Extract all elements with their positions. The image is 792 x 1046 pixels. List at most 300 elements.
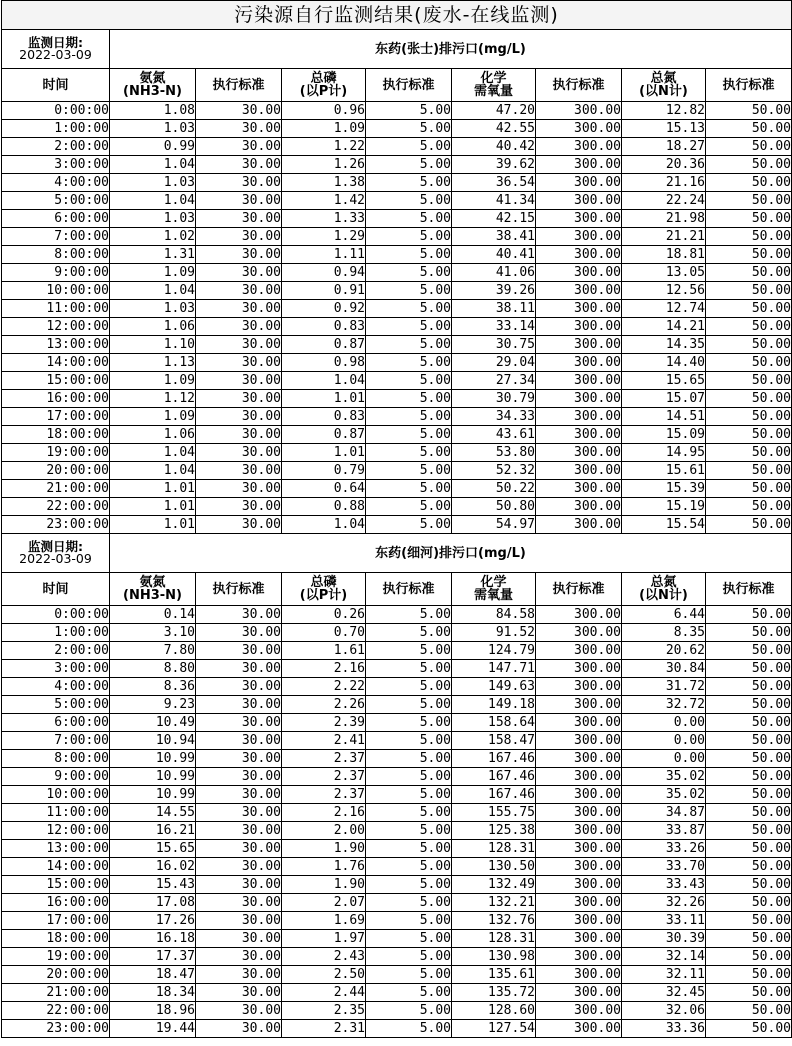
header-ammonia-line1: 氨氮 bbox=[139, 575, 166, 590]
time-cell: 7:00:00 bbox=[2, 228, 110, 246]
monitoring-date-label: 监测日期: bbox=[28, 538, 83, 554]
tn-standard: 50.00 bbox=[706, 426, 792, 444]
column-header-tp-standard bbox=[366, 69, 452, 102]
tp-standard: 5.00 bbox=[366, 642, 452, 660]
header-cod-line1: 化学 bbox=[480, 71, 507, 86]
total-nitrogen-value: 22.24 bbox=[622, 192, 706, 210]
cod-value: 125.38 bbox=[452, 822, 536, 840]
total-nitrogen-value: 20.62 bbox=[622, 642, 706, 660]
ammonia-value: 1.04 bbox=[110, 192, 196, 210]
cod-value: 34.33 bbox=[452, 408, 536, 426]
ammonia-value: 17.37 bbox=[110, 948, 196, 966]
cod-standard: 300.00 bbox=[536, 930, 622, 948]
ammonia-value: 3.10 bbox=[110, 624, 196, 642]
tp-standard: 5.00 bbox=[366, 858, 452, 876]
ammonia-standard: 30.00 bbox=[196, 390, 282, 408]
cod-value: 124.79 bbox=[452, 642, 536, 660]
ammonia-standard: 30.00 bbox=[196, 912, 282, 930]
table-row bbox=[2, 102, 792, 120]
total-phosphorus-value: 0.91 bbox=[282, 282, 366, 300]
header-cod-line2: 需氧量 bbox=[473, 588, 513, 603]
tp-standard: 5.00 bbox=[366, 444, 452, 462]
cod-value: 54.97 bbox=[452, 516, 536, 534]
tn-standard: 50.00 bbox=[706, 372, 792, 390]
ammonia-standard: 30.00 bbox=[196, 876, 282, 894]
time-cell: 2:00:00 bbox=[2, 138, 110, 156]
total-phosphorus-value: 1.04 bbox=[282, 372, 366, 390]
tn-standard: 50.00 bbox=[706, 930, 792, 948]
ammonia-standard: 30.00 bbox=[196, 480, 282, 498]
cod-value: 42.15 bbox=[452, 210, 536, 228]
total-phosphorus-value: 2.31 bbox=[282, 1020, 366, 1038]
ammonia-value: 15.65 bbox=[110, 840, 196, 858]
cod-standard: 300.00 bbox=[536, 372, 622, 390]
total-nitrogen-value: 8.35 bbox=[622, 624, 706, 642]
header-cod-line1: 化学 bbox=[480, 575, 507, 590]
cod-value: 50.22 bbox=[452, 480, 536, 498]
total-nitrogen-value: 12.82 bbox=[622, 102, 706, 120]
header-tp-line2: (以P计) bbox=[299, 84, 348, 99]
total-phosphorus-value: 1.76 bbox=[282, 858, 366, 876]
table-row bbox=[2, 750, 792, 768]
total-nitrogen-value: 32.11 bbox=[622, 966, 706, 984]
column-header-total-nitrogen bbox=[622, 69, 706, 102]
ammonia-value: 18.47 bbox=[110, 966, 196, 984]
header-tp-line1: 总磷 bbox=[310, 71, 337, 86]
cod-value: 149.63 bbox=[452, 678, 536, 696]
cod-value: 130.98 bbox=[452, 948, 536, 966]
column-header-ammonia bbox=[110, 69, 196, 102]
ammonia-value: 8.36 bbox=[110, 678, 196, 696]
table-row bbox=[2, 1020, 792, 1038]
tp-standard: 5.00 bbox=[366, 660, 452, 678]
total-phosphorus-value: 0.64 bbox=[282, 480, 366, 498]
tp-standard: 5.00 bbox=[366, 156, 452, 174]
cod-value: 36.54 bbox=[452, 174, 536, 192]
tp-standard: 5.00 bbox=[366, 624, 452, 642]
tn-standard: 50.00 bbox=[706, 210, 792, 228]
total-phosphorus-value: 1.04 bbox=[282, 516, 366, 534]
tp-standard: 5.00 bbox=[366, 714, 452, 732]
ammonia-standard: 30.00 bbox=[196, 732, 282, 750]
outlet-name: 东药(细河)排污口(mg/L) bbox=[110, 534, 792, 573]
cod-standard: 300.00 bbox=[536, 786, 622, 804]
table-row bbox=[2, 156, 792, 174]
tn-standard: 50.00 bbox=[706, 228, 792, 246]
tn-standard: 50.00 bbox=[706, 966, 792, 984]
total-phosphorus-value: 2.39 bbox=[282, 714, 366, 732]
ammonia-standard: 30.00 bbox=[196, 372, 282, 390]
tn-standard: 50.00 bbox=[706, 948, 792, 966]
total-phosphorus-value: 1.42 bbox=[282, 192, 366, 210]
tp-standard: 5.00 bbox=[366, 354, 452, 372]
total-phosphorus-value: 1.01 bbox=[282, 444, 366, 462]
ammonia-standard: 30.00 bbox=[196, 624, 282, 642]
ammonia-value: 1.04 bbox=[110, 444, 196, 462]
time-cell: 23:00:00 bbox=[2, 1020, 110, 1038]
time-cell: 17:00:00 bbox=[2, 912, 110, 930]
ammonia-value: 0.14 bbox=[110, 606, 196, 624]
tn-standard: 50.00 bbox=[706, 300, 792, 318]
cod-standard: 300.00 bbox=[536, 138, 622, 156]
column-header-cod-standard bbox=[536, 573, 622, 606]
ammonia-value: 17.26 bbox=[110, 912, 196, 930]
cod-standard: 300.00 bbox=[536, 858, 622, 876]
tn-standard: 50.00 bbox=[706, 624, 792, 642]
column-header-cod bbox=[452, 69, 536, 102]
monitoring-date-value: 2022-03-09 bbox=[19, 551, 92, 566]
time-cell: 22:00:00 bbox=[2, 1002, 110, 1020]
column-header-tp-standard bbox=[366, 573, 452, 606]
tn-standard: 50.00 bbox=[706, 678, 792, 696]
ammonia-value: 18.96 bbox=[110, 1002, 196, 1020]
tn-standard: 50.00 bbox=[706, 246, 792, 264]
total-nitrogen-value: 32.26 bbox=[622, 894, 706, 912]
ammonia-standard: 30.00 bbox=[196, 696, 282, 714]
header-time-label: 时间 bbox=[42, 581, 69, 597]
ammonia-standard: 30.00 bbox=[196, 318, 282, 336]
cod-standard: 300.00 bbox=[536, 606, 622, 624]
cod-standard: 300.00 bbox=[536, 894, 622, 912]
table-row bbox=[2, 426, 792, 444]
table-row bbox=[2, 930, 792, 948]
tn-standard: 50.00 bbox=[706, 462, 792, 480]
cod-value: 155.75 bbox=[452, 804, 536, 822]
total-nitrogen-value: 13.05 bbox=[622, 264, 706, 282]
total-nitrogen-value: 32.45 bbox=[622, 984, 706, 1002]
total-nitrogen-value: 18.81 bbox=[622, 246, 706, 264]
tn-standard: 50.00 bbox=[706, 696, 792, 714]
total-phosphorus-value: 2.16 bbox=[282, 804, 366, 822]
table-row bbox=[2, 480, 792, 498]
cod-value: 40.41 bbox=[452, 246, 536, 264]
tp-standard: 5.00 bbox=[366, 876, 452, 894]
cod-value: 132.49 bbox=[452, 876, 536, 894]
tp-standard: 5.00 bbox=[366, 768, 452, 786]
table-row bbox=[2, 642, 792, 660]
tn-standard: 50.00 bbox=[706, 1002, 792, 1020]
cod-standard: 300.00 bbox=[536, 426, 622, 444]
ammonia-standard: 30.00 bbox=[196, 462, 282, 480]
column-header-total-nitrogen bbox=[622, 573, 706, 606]
cod-standard: 300.00 bbox=[536, 408, 622, 426]
total-nitrogen-value: 15.13 bbox=[622, 120, 706, 138]
total-phosphorus-value: 1.33 bbox=[282, 210, 366, 228]
tp-standard: 5.00 bbox=[366, 984, 452, 1002]
table-row bbox=[2, 696, 792, 714]
cod-standard: 300.00 bbox=[536, 120, 622, 138]
cod-value: 167.46 bbox=[452, 750, 536, 768]
total-phosphorus-value: 2.43 bbox=[282, 948, 366, 966]
column-header-ammonia-standard bbox=[196, 573, 282, 606]
tp-standard: 5.00 bbox=[366, 840, 452, 858]
tn-standard: 50.00 bbox=[706, 786, 792, 804]
cod-standard: 300.00 bbox=[536, 642, 622, 660]
time-cell: 23:00:00 bbox=[2, 516, 110, 534]
cod-standard: 300.00 bbox=[536, 210, 622, 228]
table-row bbox=[2, 606, 792, 624]
cod-value: 42.55 bbox=[452, 120, 536, 138]
total-phosphorus-value: 0.83 bbox=[282, 408, 366, 426]
tp-standard: 5.00 bbox=[366, 426, 452, 444]
cod-value: 43.61 bbox=[452, 426, 536, 444]
column-header-time bbox=[2, 69, 110, 102]
time-cell: 8:00:00 bbox=[2, 750, 110, 768]
ammonia-standard: 30.00 bbox=[196, 264, 282, 282]
tn-standard: 50.00 bbox=[706, 156, 792, 174]
cod-standard: 300.00 bbox=[536, 336, 622, 354]
total-nitrogen-value: 6.44 bbox=[622, 606, 706, 624]
header-standard-label: 执行标准 bbox=[722, 77, 775, 93]
total-phosphorus-value: 0.94 bbox=[282, 264, 366, 282]
tn-standard: 50.00 bbox=[706, 840, 792, 858]
time-cell: 11:00:00 bbox=[2, 300, 110, 318]
time-cell: 20:00:00 bbox=[2, 966, 110, 984]
total-nitrogen-value: 15.61 bbox=[622, 462, 706, 480]
table-row bbox=[2, 300, 792, 318]
ammonia-value: 19.44 bbox=[110, 1020, 196, 1038]
cod-standard: 300.00 bbox=[536, 984, 622, 1002]
ammonia-standard: 30.00 bbox=[196, 750, 282, 768]
cod-standard: 300.00 bbox=[536, 192, 622, 210]
table-row bbox=[2, 516, 792, 534]
time-cell: 14:00:00 bbox=[2, 858, 110, 876]
tn-standard: 50.00 bbox=[706, 480, 792, 498]
table-row bbox=[2, 966, 792, 984]
cod-value: 128.31 bbox=[452, 930, 536, 948]
header-standard-label: 执行标准 bbox=[382, 581, 435, 597]
table-row bbox=[2, 858, 792, 876]
tn-standard: 50.00 bbox=[706, 498, 792, 516]
time-cell: 1:00:00 bbox=[2, 624, 110, 642]
table-row bbox=[2, 138, 792, 156]
cod-value: 91.52 bbox=[452, 624, 536, 642]
table-row bbox=[2, 768, 792, 786]
cod-standard: 300.00 bbox=[536, 948, 622, 966]
monitoring-date-value: 2022-03-09 bbox=[19, 47, 92, 62]
total-nitrogen-value: 33.43 bbox=[622, 876, 706, 894]
tn-standard: 50.00 bbox=[706, 354, 792, 372]
cod-standard: 300.00 bbox=[536, 498, 622, 516]
tn-standard: 50.00 bbox=[706, 660, 792, 678]
total-phosphorus-value: 1.26 bbox=[282, 156, 366, 174]
ammonia-standard: 30.00 bbox=[196, 822, 282, 840]
tn-standard: 50.00 bbox=[706, 714, 792, 732]
time-cell: 5:00:00 bbox=[2, 696, 110, 714]
total-nitrogen-value: 15.65 bbox=[622, 372, 706, 390]
tp-standard: 5.00 bbox=[366, 300, 452, 318]
cod-value: 52.32 bbox=[452, 462, 536, 480]
header-ammonia-line1: 氨氮 bbox=[139, 71, 166, 86]
ammonia-value: 16.18 bbox=[110, 930, 196, 948]
ammonia-value: 1.01 bbox=[110, 480, 196, 498]
tn-standard: 50.00 bbox=[706, 516, 792, 534]
ammonia-value: 7.80 bbox=[110, 642, 196, 660]
time-cell: 0:00:00 bbox=[2, 606, 110, 624]
tp-standard: 5.00 bbox=[366, 210, 452, 228]
total-nitrogen-value: 15.19 bbox=[622, 498, 706, 516]
time-cell: 19:00:00 bbox=[2, 444, 110, 462]
header-tn-line2: (以N计) bbox=[639, 588, 688, 603]
tn-standard: 50.00 bbox=[706, 444, 792, 462]
tp-standard: 5.00 bbox=[366, 678, 452, 696]
ammonia-standard: 30.00 bbox=[196, 894, 282, 912]
time-cell: 22:00:00 bbox=[2, 498, 110, 516]
cod-value: 39.26 bbox=[452, 282, 536, 300]
total-phosphorus-value: 0.83 bbox=[282, 318, 366, 336]
cod-value: 128.31 bbox=[452, 840, 536, 858]
cod-value: 29.04 bbox=[452, 354, 536, 372]
ammonia-value: 16.21 bbox=[110, 822, 196, 840]
ammonia-value: 1.12 bbox=[110, 390, 196, 408]
ammonia-standard: 30.00 bbox=[196, 156, 282, 174]
table-row bbox=[2, 732, 792, 750]
time-cell: 10:00:00 bbox=[2, 282, 110, 300]
header-tn-line1: 总氮 bbox=[650, 575, 677, 590]
cod-standard: 300.00 bbox=[536, 660, 622, 678]
tp-standard: 5.00 bbox=[366, 930, 452, 948]
ammonia-value: 1.09 bbox=[110, 372, 196, 390]
tp-standard: 5.00 bbox=[366, 246, 452, 264]
ammonia-standard: 30.00 bbox=[196, 804, 282, 822]
column-header-cod-standard bbox=[536, 69, 622, 102]
table-row bbox=[2, 192, 792, 210]
ammonia-value: 1.04 bbox=[110, 282, 196, 300]
table-row bbox=[2, 678, 792, 696]
tp-standard: 5.00 bbox=[366, 948, 452, 966]
column-header-cod bbox=[452, 573, 536, 606]
tn-standard: 50.00 bbox=[706, 606, 792, 624]
total-phosphorus-value: 0.92 bbox=[282, 300, 366, 318]
ammonia-value: 1.03 bbox=[110, 174, 196, 192]
tp-standard: 5.00 bbox=[366, 498, 452, 516]
ammonia-value: 17.08 bbox=[110, 894, 196, 912]
cod-value: 135.72 bbox=[452, 984, 536, 1002]
ammonia-standard: 30.00 bbox=[196, 228, 282, 246]
time-cell: 4:00:00 bbox=[2, 174, 110, 192]
time-cell: 4:00:00 bbox=[2, 678, 110, 696]
tp-standard: 5.00 bbox=[366, 264, 452, 282]
tp-standard: 5.00 bbox=[366, 102, 452, 120]
ammonia-value: 9.23 bbox=[110, 696, 196, 714]
table-row bbox=[2, 246, 792, 264]
header-ammonia-line2: (NH3-N) bbox=[123, 84, 182, 99]
tp-standard: 5.00 bbox=[366, 408, 452, 426]
ammonia-standard: 30.00 bbox=[196, 120, 282, 138]
time-cell: 9:00:00 bbox=[2, 264, 110, 282]
cod-value: 30.79 bbox=[452, 390, 536, 408]
total-nitrogen-value: 32.06 bbox=[622, 1002, 706, 1020]
total-nitrogen-value: 15.09 bbox=[622, 426, 706, 444]
cod-standard: 300.00 bbox=[536, 822, 622, 840]
time-cell: 18:00:00 bbox=[2, 930, 110, 948]
total-nitrogen-value: 32.14 bbox=[622, 948, 706, 966]
ammonia-value: 1.08 bbox=[110, 102, 196, 120]
ammonia-standard: 30.00 bbox=[196, 174, 282, 192]
time-cell: 16:00:00 bbox=[2, 390, 110, 408]
ammonia-standard: 30.00 bbox=[196, 426, 282, 444]
total-phosphorus-value: 2.37 bbox=[282, 768, 366, 786]
total-phosphorus-value: 2.26 bbox=[282, 696, 366, 714]
total-nitrogen-value: 0.00 bbox=[622, 714, 706, 732]
total-nitrogen-value: 33.87 bbox=[622, 822, 706, 840]
ammonia-standard: 30.00 bbox=[196, 714, 282, 732]
total-nitrogen-value: 14.35 bbox=[622, 336, 706, 354]
ammonia-standard: 30.00 bbox=[196, 444, 282, 462]
table-row bbox=[2, 354, 792, 372]
cod-standard: 300.00 bbox=[536, 156, 622, 174]
ammonia-value: 8.80 bbox=[110, 660, 196, 678]
cod-standard: 300.00 bbox=[536, 966, 622, 984]
table-row bbox=[2, 786, 792, 804]
tn-standard: 50.00 bbox=[706, 390, 792, 408]
cod-value: 47.20 bbox=[452, 102, 536, 120]
total-nitrogen-value: 32.72 bbox=[622, 696, 706, 714]
total-phosphorus-value: 0.87 bbox=[282, 336, 366, 354]
monitoring-date-cell bbox=[2, 534, 110, 573]
time-cell: 10:00:00 bbox=[2, 786, 110, 804]
ammonia-standard: 30.00 bbox=[196, 282, 282, 300]
tn-standard: 50.00 bbox=[706, 120, 792, 138]
total-nitrogen-value: 12.74 bbox=[622, 300, 706, 318]
tn-standard: 50.00 bbox=[706, 894, 792, 912]
table-row bbox=[2, 714, 792, 732]
cod-standard: 300.00 bbox=[536, 876, 622, 894]
ammonia-standard: 30.00 bbox=[196, 1002, 282, 1020]
cod-value: 128.60 bbox=[452, 1002, 536, 1020]
header-standard-label: 执行标准 bbox=[382, 77, 435, 93]
total-phosphorus-value: 2.00 bbox=[282, 822, 366, 840]
tn-standard: 50.00 bbox=[706, 876, 792, 894]
ammonia-standard: 30.00 bbox=[196, 966, 282, 984]
ammonia-standard: 30.00 bbox=[196, 930, 282, 948]
cod-value: 33.14 bbox=[452, 318, 536, 336]
cod-value: 41.06 bbox=[452, 264, 536, 282]
table-row bbox=[2, 408, 792, 426]
total-phosphorus-value: 0.26 bbox=[282, 606, 366, 624]
table-row bbox=[2, 210, 792, 228]
cod-standard: 300.00 bbox=[536, 768, 622, 786]
cod-standard: 300.00 bbox=[536, 1020, 622, 1038]
total-nitrogen-value: 35.02 bbox=[622, 768, 706, 786]
tn-standard: 50.00 bbox=[706, 264, 792, 282]
tp-standard: 5.00 bbox=[366, 282, 452, 300]
total-nitrogen-value: 30.39 bbox=[622, 930, 706, 948]
time-cell: 16:00:00 bbox=[2, 894, 110, 912]
cod-value: 130.50 bbox=[452, 858, 536, 876]
ammonia-value: 1.03 bbox=[110, 300, 196, 318]
cod-standard: 300.00 bbox=[536, 714, 622, 732]
cod-standard: 300.00 bbox=[536, 282, 622, 300]
cod-standard: 300.00 bbox=[536, 390, 622, 408]
total-phosphorus-value: 0.70 bbox=[282, 624, 366, 642]
ammonia-standard: 30.00 bbox=[196, 786, 282, 804]
tp-standard: 5.00 bbox=[366, 696, 452, 714]
cod-standard: 300.00 bbox=[536, 300, 622, 318]
cod-value: 41.34 bbox=[452, 192, 536, 210]
ammonia-value: 1.01 bbox=[110, 516, 196, 534]
total-nitrogen-value: 34.87 bbox=[622, 804, 706, 822]
tn-standard: 50.00 bbox=[706, 804, 792, 822]
tp-standard: 5.00 bbox=[366, 390, 452, 408]
time-cell: 21:00:00 bbox=[2, 984, 110, 1002]
ammonia-value: 1.06 bbox=[110, 426, 196, 444]
ammonia-standard: 30.00 bbox=[196, 948, 282, 966]
total-nitrogen-value: 0.00 bbox=[622, 732, 706, 750]
total-phosphorus-value: 1.69 bbox=[282, 912, 366, 930]
header-standard-label: 执行标准 bbox=[212, 77, 265, 93]
total-phosphorus-value: 0.96 bbox=[282, 102, 366, 120]
